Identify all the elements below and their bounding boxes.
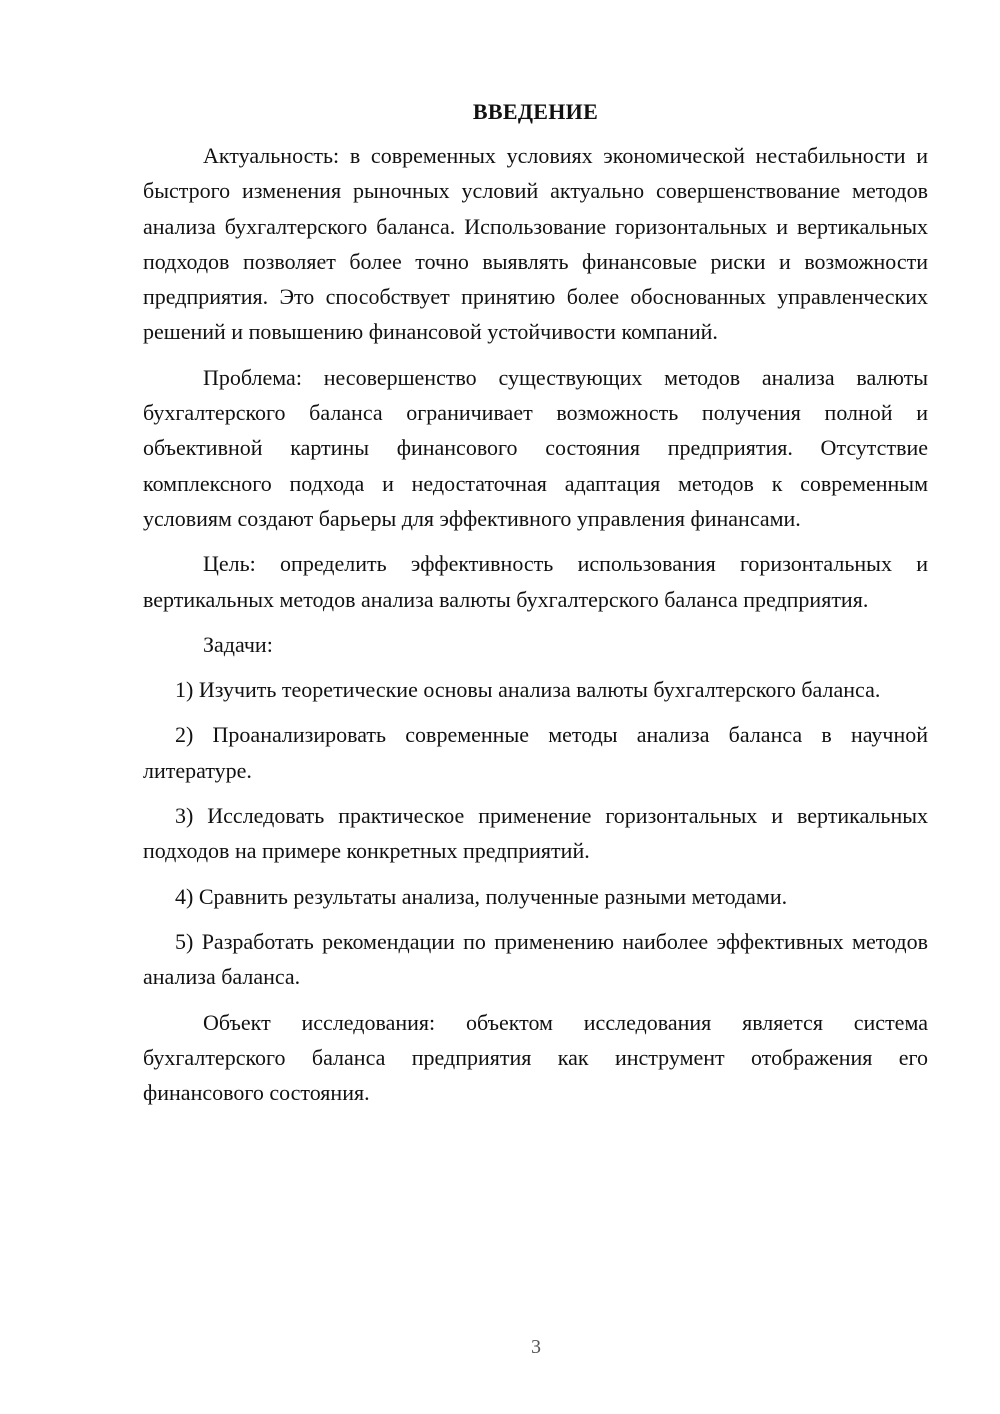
paragraph-relevance: Актуальность: в современных условиях экономической нестабильности и быстрого изменения рыночных условий актуально совершенствование методов анализа бухгалтерского баланса. Использование горизонтальных и вертикальных подходов позволяет более точно выявлять финансовые риски и возможности предприятия. Это способствует принятию более обоснованных управленческих решений и повышению финансовой устойчивости компаний. bbox=[143, 143, 928, 345]
tasks-heading: Задачи: bbox=[203, 631, 273, 657]
page-number: 3 bbox=[531, 1336, 541, 1358]
task-item-5: 5) Разработать рекомендации по применению наиболее эффективных методов анализа баланса. bbox=[143, 928, 928, 990]
task-item-2: 2) Проанализировать современные методы анализа баланса в научной литературе. bbox=[143, 722, 928, 783]
paragraph-goal: Цель: определить эффективность использования горизонтальных и вертикальных методов анализа валюты бухгалтерского баланса предприятия. bbox=[143, 551, 928, 612]
task-item-3: 3) Исследовать практическое применение горизонтальных и вертикальных подходов на примере конкретных предприятий. bbox=[143, 803, 928, 864]
task-item-1: 1) Изучить теоретические основы анализа валюты бухгалтерского баланса. bbox=[175, 677, 881, 703]
paragraph-object: Объект исследования: объектом исследования является система бухгалтерского баланса предприятия как инструмент отображения его финансового состояния. bbox=[143, 1009, 928, 1106]
task-item-4: 4) Сравнить результаты анализа, полученные разными методами. bbox=[175, 883, 788, 909]
page-content bbox=[143, 94, 928, 1120]
paragraph-problem: Проблема: несовершенство существующих методов анализа валюты бухгалтерского баланса ограничивает возможность получения полной и объективной картины финансового состояния предприятия. Отсутствие комплексного подхода и недостаточная адаптация методов к современным условиям создают барьеры для эффективного управления финансами. bbox=[143, 364, 928, 531]
page-title: ВВЕДЕНИЕ bbox=[472, 99, 599, 124]
